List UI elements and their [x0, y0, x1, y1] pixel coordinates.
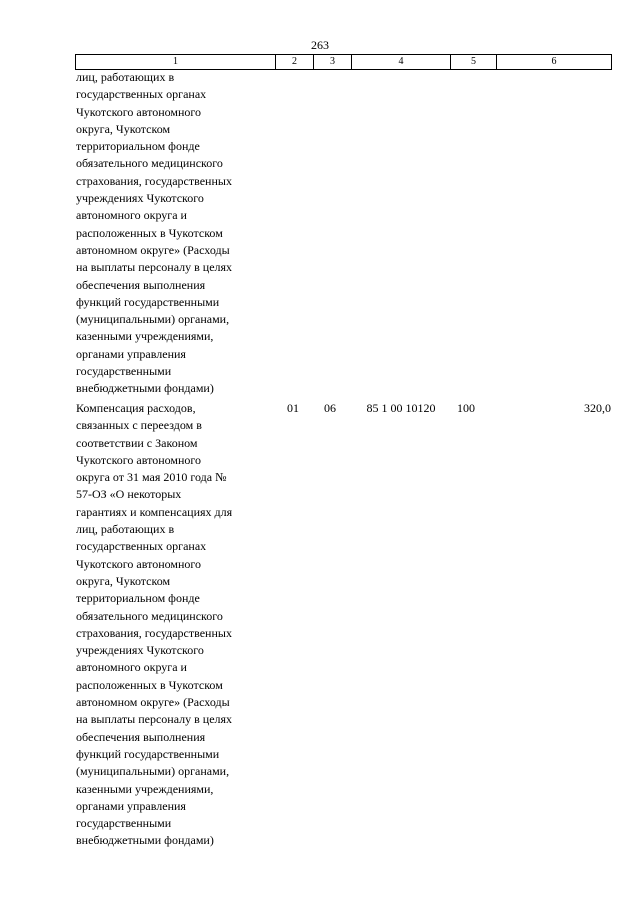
row-amount: 320,0: [584, 401, 611, 415]
column-header-5: 5: [451, 55, 497, 70]
column-number-header: [75, 54, 612, 70]
row-description: Компенсация расходов, связанных с переездом в соответствии с Законом Чукотского автономного округа от 31 мая 2010 года № 57-ОЗ «О некоторых гарантиях и компенсациях для лиц, работающих в государственных органах Чукотского автономного округа, Чукотском территориальном фонде обязательного медицинского страхования, государственных учреждениях Чукотского автономного округа и расположенных в Чукотском автономном округе» (Расходы на выплаты персоналу в целях обеспечения выполнения функций государственными (муниципальными) органами, казенными учреждениями, органами управления государственными внебюджетными фондами): [76, 401, 233, 848]
row-description: лиц, работающих в государственных органах Чукотского автономного округа, Чукотском территориальном фонде обязательного медицинского страхования, государственных учреждениях Чукотского автономного округа и расположенных в Чукотском автономном округе» (Расходы на выплаты персоналу в целях обеспечения выполнения функций государственными (муниципальными) органами, казенными учреждениями, органами управления государственными внебюджетными фондами): [76, 70, 233, 396]
row-section: 01: [287, 401, 299, 415]
column-header-3: 3: [314, 55, 352, 70]
header-row: [76, 55, 612, 70]
row-expense-type: 100: [457, 401, 475, 415]
row-target-article: 85 1 00 10120: [366, 401, 436, 415]
column-header-6: 6: [497, 55, 612, 70]
column-header-2: 2: [276, 55, 314, 70]
column-header-4: 4: [352, 55, 451, 70]
row-subsection: 06: [324, 401, 336, 415]
page-number: 263: [311, 38, 329, 52]
column-header-1: 1: [76, 55, 276, 70]
